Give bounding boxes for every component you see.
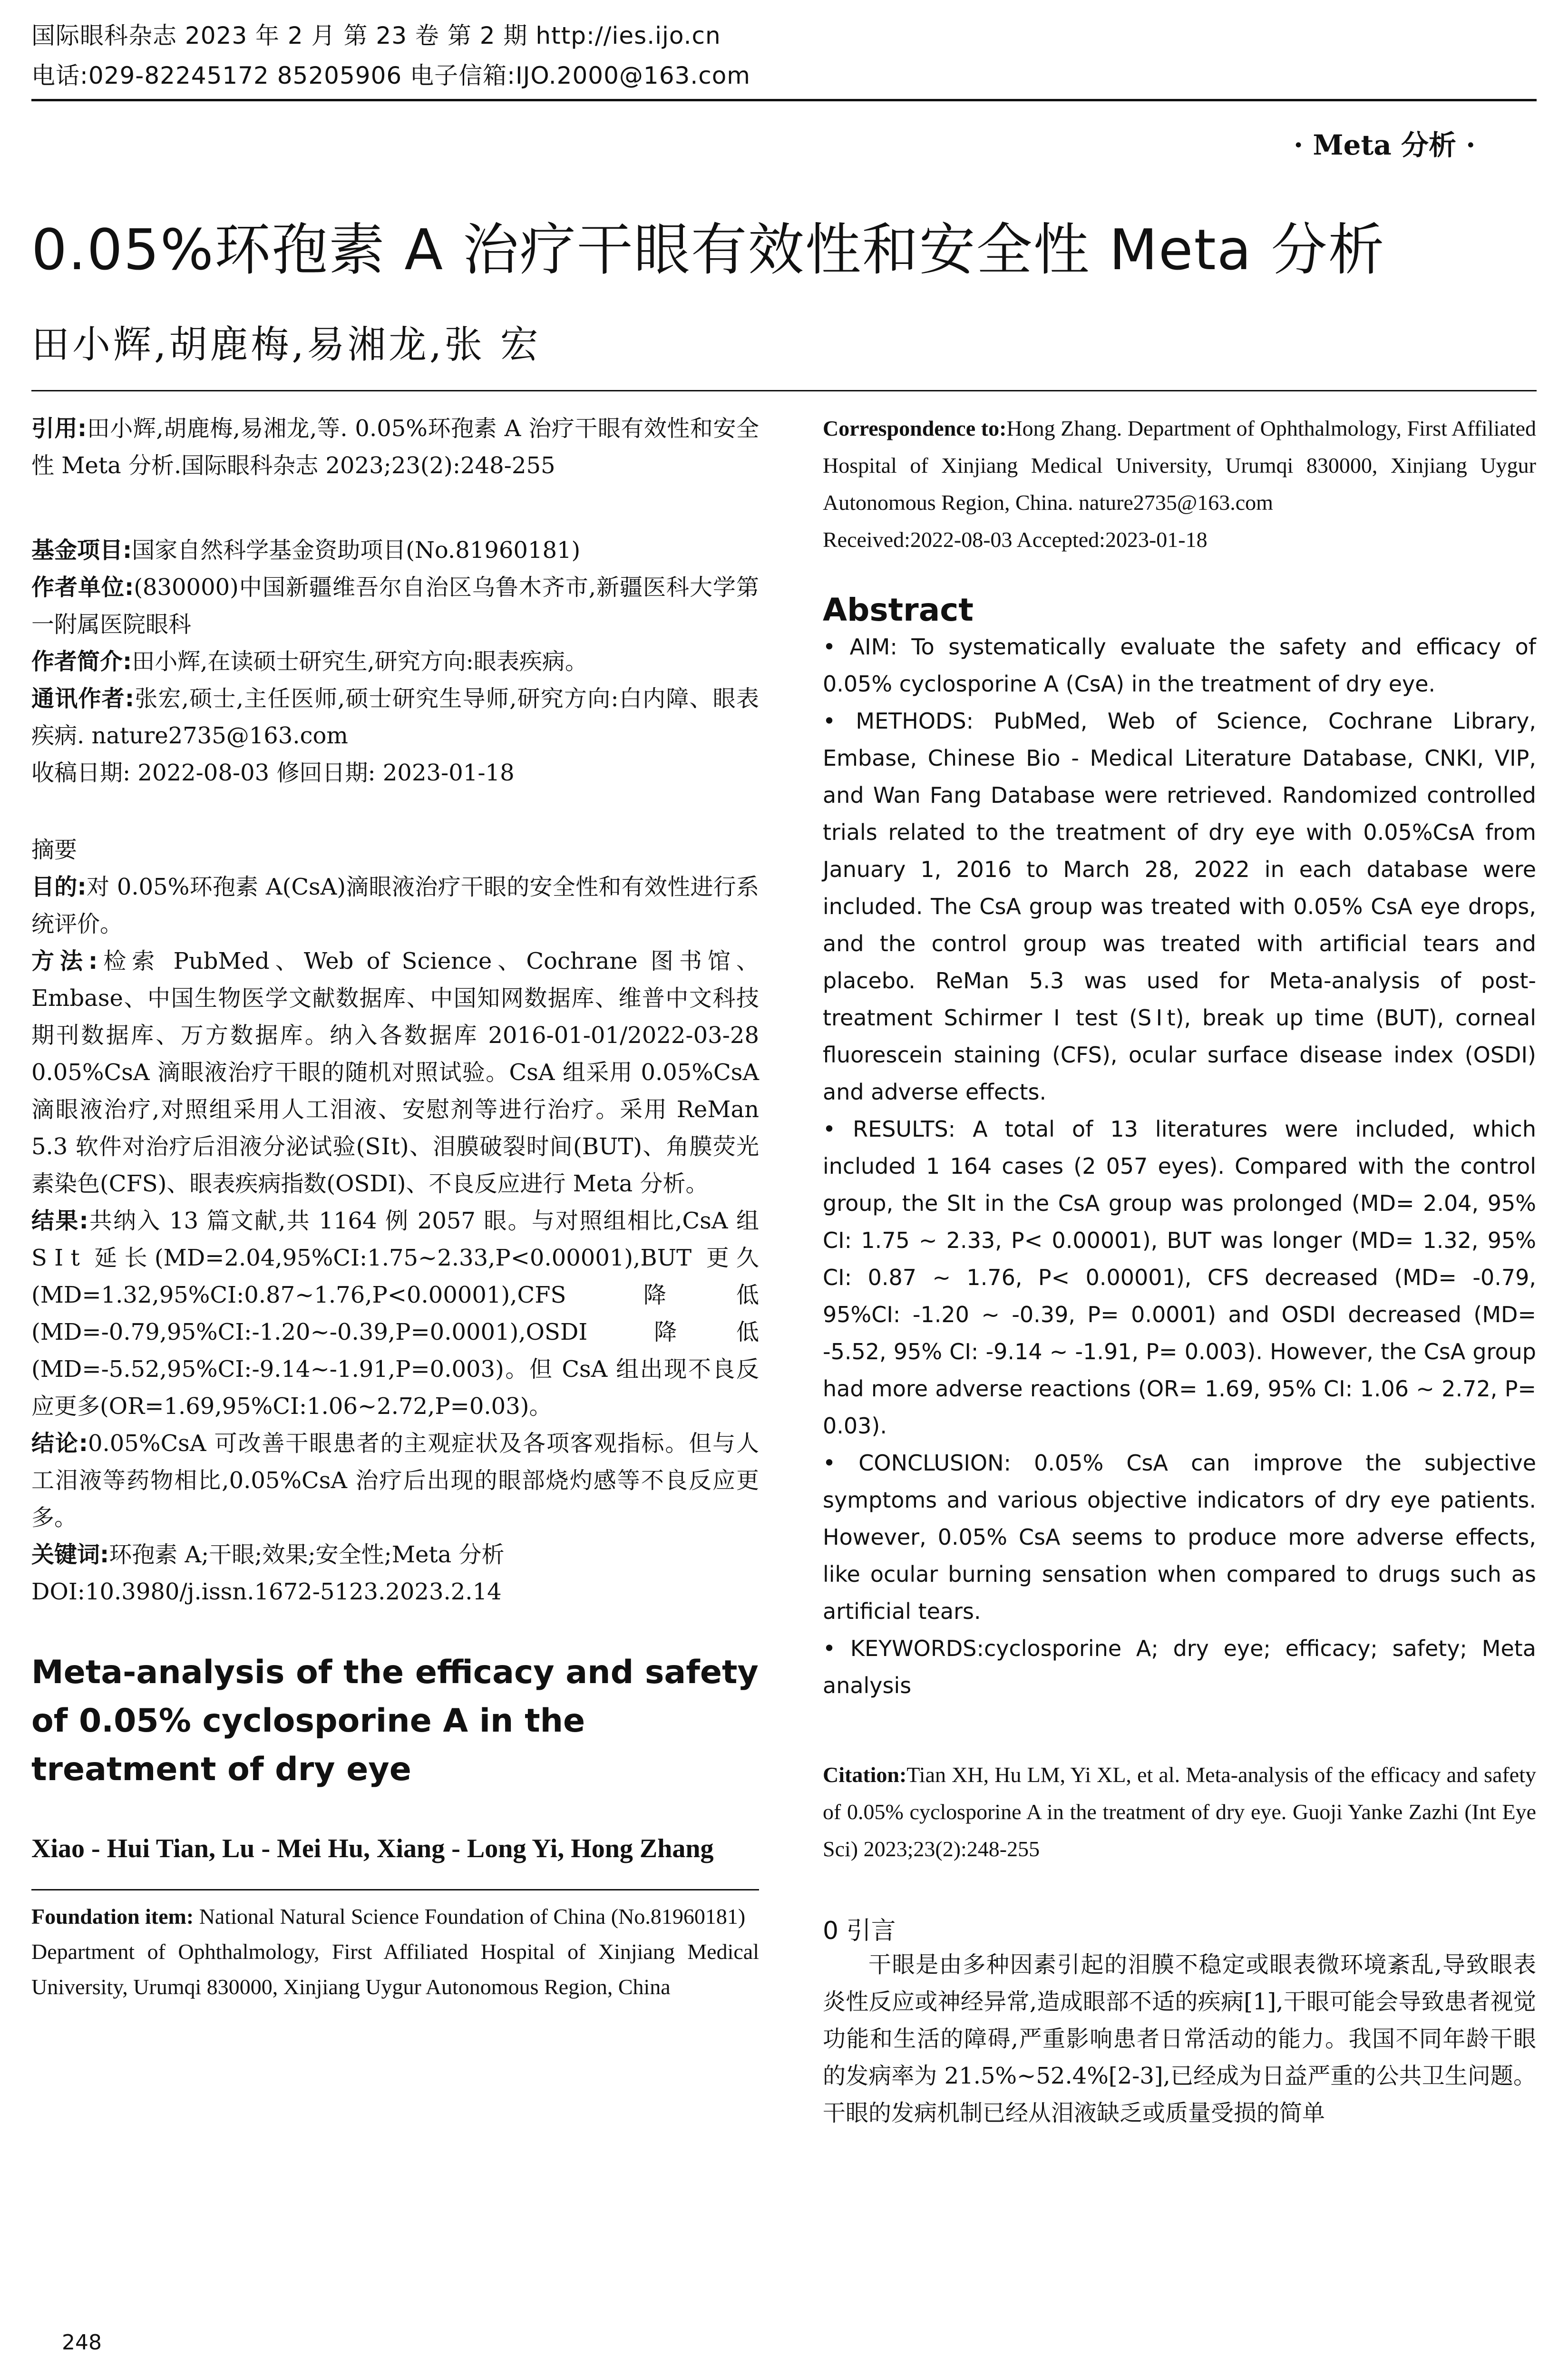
results-zh-label: 结果: — [31, 1208, 88, 1234]
keywords-zh-text: 环孢素 A;干眼;效果;安全性;Meta 分析 — [109, 1541, 505, 1568]
keywords-zh — [31, 1536, 759, 1573]
received-accepted: Received:2022-08-03 Accepted:2023-01-18 — [823, 527, 1208, 552]
correspondence-label: Correspondence to: — [823, 416, 1007, 440]
left-column — [31, 410, 759, 2005]
citation-en-text: Tian XH, Hu LM, Yi XL, et al. Meta-analysis of the efficacy and safety of 0.05% cyclosporine A in the treatment of dry eye. Guoji Yanke Zazhi (Int Eye Sci) 2023;23(2):248-255 — [823, 1763, 1536, 1861]
fund-zh-label: 基金项目: — [31, 537, 132, 564]
doi: DOI:10.3980/j.issn.1672-5123.2023.2.14 — [31, 1578, 502, 1605]
aim-zh-text: 对 0.05%环孢素 A(CsA)滴眼液治疗干眼的安全性和有效性进行系统评价。 — [31, 874, 759, 937]
abstract-keywords-label: • KEYWORDS: — [823, 1636, 984, 1661]
citation-zh-text: 田小辉,胡鹿梅,易湘龙,等. 0.05%环孢素 A 治疗干眼有效性和安全性 Meta 分析.国际眼科杂志 2023;23(2):248-255 — [31, 415, 759, 479]
right-column — [823, 410, 1536, 2132]
unit-zh-text: (830000)中国新疆维吾尔自治区乌鲁木齐市,新疆医科大学第一附属医院眼科 — [31, 574, 760, 638]
citation-zh-label: 引用: — [31, 415, 87, 442]
methods-zh — [31, 943, 759, 1202]
english-authors: Xiao - Hui Tian, Lu - Mei Hu, Xiang - Long Yi, Hong Zhang — [31, 1834, 714, 1863]
citation-zh — [31, 410, 759, 484]
abstract-zh-heading: 摘要 — [31, 837, 78, 863]
corr-zh — [31, 680, 759, 754]
abstract-keywords-text: cyclosporine A; dry eye; efficacy; safety; Meta analysis — [823, 1636, 1536, 1698]
citation-en-label: Citation: — [823, 1763, 907, 1787]
abstract-conclusion — [823, 1444, 1536, 1630]
correspondence-text: Hong Zhang. Department of Ophthalmology, First Affiliated Hospital of Xinjiang Medical University, Urumqi 830000, Xinjiang Uygur Autonomous Region, China. nature2735@163.com — [823, 416, 1536, 515]
keywords-zh-label: 关键词: — [31, 1541, 109, 1568]
results-zh — [31, 1202, 759, 1425]
intro-heading: 0 引言 — [823, 1917, 896, 1945]
foundation-label: Foundation item: — [31, 1904, 194, 1929]
abstract-aim — [823, 628, 1536, 702]
foundation — [31, 1899, 759, 1934]
conclusion-zh-text: 0.05%CsA 可改善干眼患者的主观症状及各项客观指标。但与人工泪液等药物相比,0.05%CsA 治疗后出现的眼部烧灼感等不良反应更多。 — [31, 1430, 759, 1531]
bio-zh-label: 作者简介: — [31, 648, 132, 675]
english-title: Meta-analysis of the efficacy and safety of 0.05% cyclosporine A in the treatment of dry eye — [31, 1654, 759, 1788]
unit-zh-label: 作者单位: — [31, 574, 134, 601]
abstract-results-label: • RESULTS: — [823, 1116, 956, 1142]
abstract-results — [823, 1111, 1536, 1444]
abstract-conclusion-label: • CONCLUSION: — [823, 1450, 1012, 1476]
conclusion-zh-label: 结论: — [31, 1430, 88, 1457]
authors: 田小辉,胡鹿梅,易湘龙,张 宏 — [31, 322, 541, 367]
abstract-methods-text: PubMed, Web of Science, Cochrane Library, Embase, Chinese Bio - Medical Literature Database, CNKI, VIP, and Wan Fang Database were retrieved. Randomized controlled trials related to the treatment of dry eye with 0.05%CsA from January 1, 2016 to March 28, 2022 in each database were included. The CsA group was treated with 0.05% CsA eye drops, and the control group was treated with artificial tears and placebo. ReMan 5.3 was used for Meta-analysis of post-treatment Schirmer Ⅰ test (SⅠt), break up time (BUT), corneal fluorescein staining (CFS), ocular surface disease index (OSDI) and adverse effects. — [823, 708, 1537, 1105]
citation-en — [823, 1756, 1536, 1868]
dates-zh: 收稿日期: 2022-08-03 修回日期: 2023-01-18 — [31, 760, 515, 786]
methods-zh-text: 检索 PubMed、Web of Science、Cochrane 图书馆、Embase、中国生物医学文献数据库、中国知网数据库、维普中文科技期刊数据库、万方数据库。纳入各数据库 2016-01-01/2022-03-28 0.05%CsA 滴眼液治疗干眼的随机对照试验。CsA 组采用 0.05%CsA 滴眼液治疗,对照组采用人工泪液、安慰剂等进行治疗。采用 ReMan 5.3 软件对治疗后泪液分泌试验(SⅠt)、泪膜破裂时间(BUT)、角膜荧光素染色(CFS)、眼表疾病指数(OSDI)、不良反应进行 Meta 分析。 — [31, 948, 759, 1197]
unit-zh — [31, 569, 759, 643]
aim-zh-label: 目的: — [31, 874, 87, 900]
abstract-conclusion-text: 0.05% CsA can improve the subjective symptoms and various objective indicators of dry eye patients. However, 0.05% CsA seems to produce more adverse effects, like ocular burning sensation when compared to drugs such as artificial tears. — [823, 1450, 1537, 1624]
foundation-text: National Natural Science Foundation of China (No.81960181) — [199, 1904, 746, 1929]
abstract-results-text: A total of 13 literatures were included, which included 1 164 cases (2 057 eyes). Compared with the control group, the SIt in the CsA group was prolonged (MD= 2.04, 95% CI: 1.75 ~ 2.33, P< 0.00001), BUT was longer (MD= 1.32, 95% CI: 0.87 ~ 1.76, P< 0.00001), CFS decreased (MD= -0.79, 95%CI: -1.20 ~ -0.39, P= 0.0001) and OSDI decreased (MD= -5.52, 95% CI: -9.14 ~ -1.91, P= 0.003). However, the CsA group had more adverse reactions (OR= 1.69, 95% CI: 1.06 ~ 2.72, P= 0.03). — [823, 1116, 1537, 1439]
journal-header-line1: 国际眼科杂志 2023 年 2 月 第 23 卷 第 2 期 http://ies.ijo.cn — [31, 22, 721, 49]
abstract-methods — [823, 702, 1536, 1111]
authors-rule — [31, 390, 1537, 391]
header-rule — [31, 99, 1537, 101]
abstract-methods-label: • METHODS: — [823, 708, 974, 734]
page-title: 0.05%环孢素 A 治疗干眼有效性和安全性 Meta 分析 — [31, 217, 1385, 283]
journal-header-line2: 电话:029-82245172 85205906 电子信箱:IJO.2000@163.com — [31, 62, 751, 89]
methods-zh-label: 方法: — [31, 948, 98, 974]
abstract-aim-label: • AIM: — [823, 634, 897, 660]
section-tag: · Meta 分析 · — [1294, 129, 1476, 161]
abstract-heading: Abstract — [823, 592, 974, 628]
results-zh-text: 共纳入 13 篇文献,共 1164 例 2057 眼。与对照组相比,CsA 组 SⅠt 延长(MD=2.04,95%CI:1.75~2.33,P<0.00001),BUT 更久(MD=1.32,95%CI:0.87~1.76,P<0.00001),CFS 降低(MD=-0.79,95%CI:-1.20~-0.39,P=0.0001),OSDI 降低(MD=-5.52,95%CI:-9.14~-1.91,P=0.003)。但 CsA 组出现不良反应更多(OR=1.69,95%CI:1.06~2.72,P=0.03)。 — [31, 1208, 759, 1420]
correspondence — [823, 410, 1536, 521]
bio-zh-text: 田小辉,在读硕士研究生,研究方向:眼表疾病。 — [132, 648, 588, 675]
conclusion-zh — [31, 1425, 759, 1536]
corr-zh-label: 通讯作者: — [31, 685, 135, 712]
bio-zh — [31, 643, 759, 680]
fund-zh-text: 国家自然科学基金资助项目(No.81960181) — [132, 537, 581, 564]
intro-paragraph: 干眼是由多种因素引起的泪膜不稳定或眼表微环境紊乱,导致眼表炎性反应或神经异常,造成眼部不适的疾病[1],干眼可能会导致患者视觉功能和生活的障碍,严重影响患者日常活动的能力。我国不同年龄干眼的发病率为 21.5%~52.4%[2-3],已经成为日益严重的公共卫生问题。干眼的发病机制已经从泪液缺乏或质量受损的简单 — [823, 1951, 1536, 2126]
aim-zh — [31, 868, 759, 943]
abstract-aim-text: To systematically evaluate the safety and efficacy of 0.05% cyclosporine A (CsA) in the treatment of dry eye. — [823, 634, 1536, 697]
page-number: 248 — [62, 2330, 102, 2355]
fund-zh — [31, 532, 759, 569]
abstract-keywords — [823, 1630, 1536, 1704]
department-en: Department of Ophthalmology, First Affiliated Hospital of Xinjiang Medical University, Urumqi 830000, Xinjiang Uygur Autonomous Region, China — [31, 1939, 759, 1999]
corr-zh-text: 张宏,硕士,主任医师,硕士研究生导师,研究方向:白内障、眼表疾病. nature2735@163.com — [31, 685, 759, 749]
